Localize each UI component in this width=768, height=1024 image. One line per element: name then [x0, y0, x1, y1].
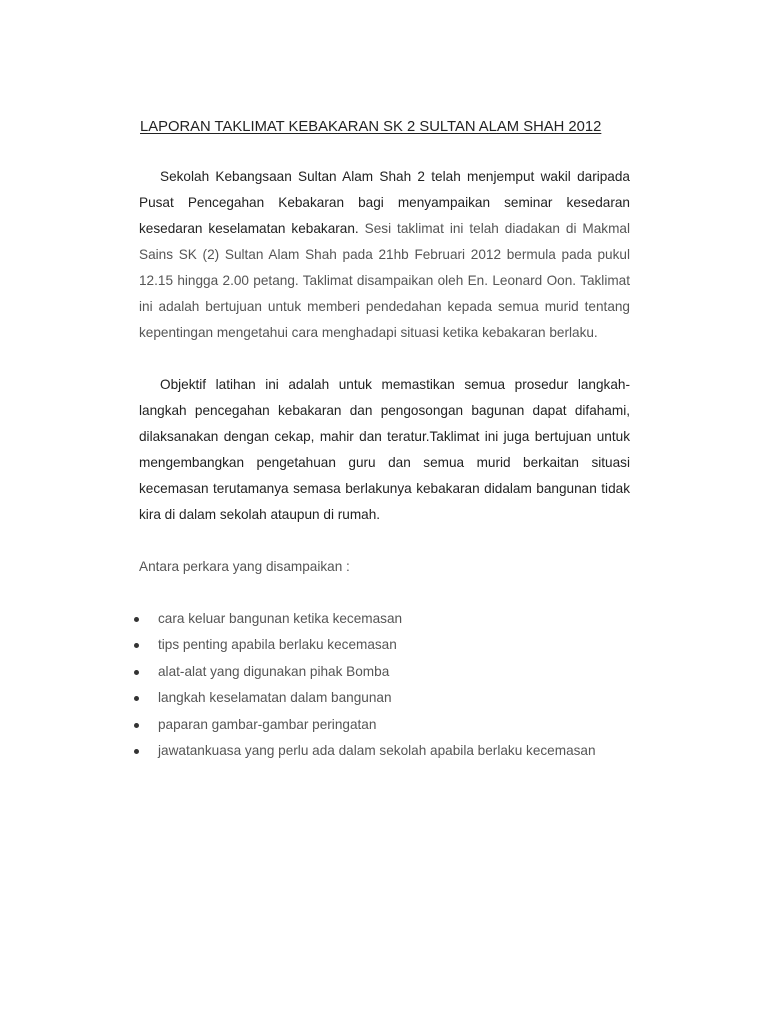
paragraph-line: kira di dalam sekolah ataupun di rumah. — [139, 507, 381, 522]
paragraph-line: Pusat Pencegahan Kebakaran bagi menyampaikan seminar kesedaran — [139, 195, 630, 210]
paragraph-line: kepentingan mengetahui cara menghadapi situasi ketika kebakaran berlaku. — [139, 325, 598, 340]
bullet-list — [130, 606, 630, 764]
list-item — [130, 606, 630, 632]
paragraph-line: Objektif latihan ini adalah untuk memastikan semua prosedur langkah- — [160, 377, 630, 392]
text-segment: Sesi taklimat ini telah diadakan di Makmal — [364, 221, 630, 236]
bullet-icon — [134, 696, 139, 701]
paragraph-line: mengembangkan pengetahuan guru dan semua murid berkaitan situasi — [139, 455, 630, 470]
paragraph-line — [139, 216, 630, 242]
list-item — [130, 712, 630, 738]
list-item — [130, 685, 630, 711]
paragraph-line: ini adalah bertujuan untuk memberi pendedahan kepada semua murid tentang — [139, 299, 630, 314]
report-title: LAPORAN TAKLIMAT KEBAKARAN SK 2 SULTAN ALAM SHAH 2012 — [140, 119, 602, 135]
paragraph-line: dilaksanakan dengan cekap, mahir dan teratur.Taklimat ini juga bertujuan untuk — [139, 429, 630, 444]
list-item-text: paparan gambar-gambar peringatan — [158, 716, 377, 732]
list-item-text: jawatankuasa yang perlu ada dalam sekolah apabila berlaku kecemasan — [158, 742, 596, 758]
paragraph-objective — [139, 372, 630, 528]
list-item-text: alat-alat yang digunakan pihak Bomba — [158, 663, 390, 679]
paragraph-line: Sains SK (2) Sultan Alam Shah pada 21hb Februari 2012 bermula pada pukul — [139, 247, 630, 262]
paragraph-line: 12.15 hingga 2.00 petang. Taklimat disampaikan oleh En. Leonard Oon. Taklimat — [139, 273, 630, 288]
list-item — [130, 659, 630, 685]
list-item-text: langkah keselamatan dalam bangunan — [158, 690, 392, 706]
list-item — [130, 738, 630, 764]
bullet-icon — [134, 723, 139, 728]
bullet-icon — [134, 617, 139, 622]
paragraph-line: kecemasan terutamanya semasa berlakunya kebakaran didalam bangunan tidak — [139, 481, 630, 496]
paragraph-line: langkah pencegahan kebakaran dan pengosongan bagunan dapat difahami, — [139, 403, 630, 418]
list-intro: Antara perkara yang disampaikan : — [139, 559, 350, 574]
list-item-text: tips penting apabila berlaku kecemasan — [158, 637, 397, 653]
paragraph-introduction — [139, 164, 630, 346]
bullet-icon — [134, 670, 139, 675]
text-segment: kesedaran keselamatan kebakaran. — [139, 221, 359, 236]
paragraph-line: Sekolah Kebangsaan Sultan Alam Shah 2 telah menjemput wakil daripada — [160, 169, 630, 184]
list-item — [130, 632, 630, 658]
list-item-text: cara keluar bangunan ketika kecemasan — [158, 611, 403, 626]
bullet-icon — [134, 643, 139, 648]
bullet-icon — [134, 749, 139, 754]
